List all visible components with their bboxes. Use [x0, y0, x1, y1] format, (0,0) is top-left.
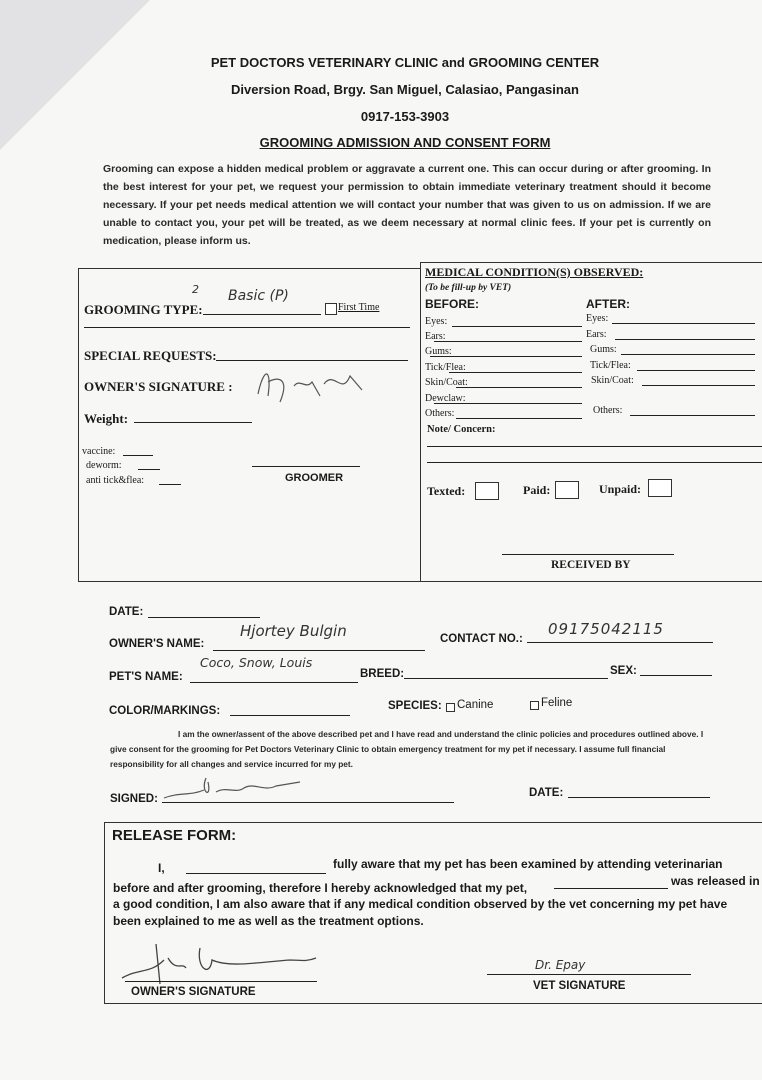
- pet-name-line: [190, 682, 358, 683]
- medical-title: MEDICAL CONDITION(S) OBSERVED:: [425, 265, 644, 279]
- before-item-line[interactable]: [452, 326, 582, 327]
- pet-name-label: PET'S NAME:: [109, 671, 183, 683]
- after-item-line[interactable]: [612, 323, 755, 324]
- signed-scribble: [160, 772, 310, 806]
- weight-label: Weight:: [84, 411, 129, 426]
- release-i-label: I,: [158, 861, 165, 875]
- after-item-line[interactable]: [630, 415, 755, 416]
- before-item-line[interactable]: [456, 418, 582, 419]
- consent-date-label: DATE:: [529, 787, 564, 799]
- paid-checkbox[interactable]: [555, 481, 579, 499]
- owner-release-signature-label: OWNER'S SIGNATURE: [131, 986, 256, 998]
- form-title: GROOMING ADMISSION AND CONSENT FORM: [259, 135, 551, 150]
- release-name-line[interactable]: [186, 873, 326, 874]
- before-item-line[interactable]: [456, 387, 582, 388]
- after-item-label: Tick/Flea:: [590, 360, 631, 371]
- release-title: RELEASE FORM:: [112, 827, 237, 844]
- owner-signature-scribble: [250, 356, 370, 412]
- received-by-label: RECEIVED BY: [551, 559, 631, 571]
- release-line-2-start: before and after grooming, therefore I hereby acknowledged that my pet,: [113, 881, 528, 895]
- before-item-label: Ears:: [425, 331, 446, 342]
- medical-subtitle: (To be fill-up by VET): [425, 283, 512, 293]
- before-item-label: Skin/Coat:: [425, 377, 468, 388]
- release-line-4: been explained to me as well as the treatment options.: [113, 914, 424, 928]
- release-line-1: fully aware that my pet has been examined by attending veterinarian: [333, 857, 723, 871]
- owner-signature-label: OWNER'S SIGNATURE :: [84, 379, 233, 394]
- owner-name-value[interactable]: Hjortey Bulgin: [240, 622, 347, 640]
- breed-label: BREED:: [360, 668, 405, 680]
- before-item-line[interactable]: [430, 356, 582, 357]
- after-item-label: Skin/Coat:: [591, 375, 634, 386]
- clinic-phone: 0917-153-3903: [360, 109, 450, 124]
- clinic-name: PET DOCTORS VETERINARY CLINIC and GROOMING CENTER: [210, 55, 600, 70]
- date-label: DATE:: [109, 606, 144, 618]
- feline-label: Feline: [541, 697, 573, 709]
- owner-release-line[interactable]: [125, 981, 317, 982]
- after-item-line[interactable]: [615, 339, 755, 340]
- breed-line[interactable]: [404, 678, 608, 679]
- contact-label: CONTACT NO.:: [440, 633, 523, 645]
- note-line-1[interactable]: [427, 446, 762, 447]
- color-markings-line[interactable]: [230, 715, 350, 716]
- consent-text: I am the owner/assent of the above described pet and I have read and understand the clinic policies and procedures outlined above. I give consent for the grooming for Pet Doctors Veterinary Clinic to obtain emergency treatment for my pet if necessary. I assume full financial responsibility for all changes and service incurred for my pet.: [110, 729, 704, 769]
- anti-tick-label: anti tick&flea:: [86, 475, 145, 486]
- note-line-2[interactable]: [427, 462, 762, 463]
- before-item-label: Others:: [425, 408, 455, 419]
- release-line-2-end: was released in: [671, 874, 760, 888]
- grooming-type-line: [203, 314, 321, 315]
- release-pet-line[interactable]: [554, 888, 668, 889]
- after-item-label: Others:: [593, 405, 623, 416]
- before-item-line[interactable]: [434, 403, 582, 404]
- texted-label: Texted:: [427, 484, 466, 498]
- after-label: AFTER:: [586, 297, 630, 311]
- pet-name-value[interactable]: Coco, Snow, Louis: [200, 655, 313, 670]
- after-item-line[interactable]: [637, 370, 755, 371]
- consent-date-line[interactable]: [568, 797, 710, 798]
- after-item-label: Eyes:: [586, 313, 609, 324]
- after-item-line[interactable]: [621, 354, 755, 355]
- received-by-line[interactable]: [502, 554, 674, 555]
- before-label: BEFORE:: [425, 297, 479, 311]
- before-item-line[interactable]: [449, 372, 582, 373]
- color-markings-label: COLOR/MARKINGS:: [109, 705, 221, 717]
- contact-line: [527, 642, 713, 643]
- before-item-label: Gums:: [425, 346, 452, 357]
- note-label: Note/ Concern:: [427, 424, 496, 435]
- after-item-label: Ears:: [586, 329, 607, 340]
- release-line-3: a good condition, I am also aware that if any medical condition observed by the vet concerning my pet have: [113, 897, 728, 911]
- grooming-type-number: 2: [192, 283, 199, 296]
- vet-signature-value[interactable]: Dr. Epay: [535, 958, 586, 972]
- before-item-label: Eyes:: [425, 316, 448, 327]
- first-time-label: First Time: [338, 302, 380, 313]
- before-item-label: Tick/Flea:: [425, 362, 466, 373]
- texted-checkbox[interactable]: [475, 482, 499, 500]
- sex-label: SEX:: [610, 665, 637, 677]
- contact-value[interactable]: 09175042115: [548, 620, 664, 638]
- canine-checkbox[interactable]: [446, 703, 455, 712]
- canine-label: Canine: [457, 699, 494, 711]
- unpaid-checkbox[interactable]: [648, 479, 672, 497]
- feline-checkbox[interactable]: [530, 701, 539, 710]
- after-item-label: Gums:: [590, 344, 617, 355]
- after-item-line[interactable]: [642, 385, 755, 386]
- groomer-line[interactable]: [252, 466, 360, 467]
- owner-name-label: OWNER'S NAME:: [109, 638, 205, 650]
- clinic-address: Diversion Road, Brgy. San Miguel, Calasiao, Pangasinan: [231, 82, 579, 97]
- before-item-line[interactable]: [434, 341, 582, 342]
- grooming-type-label: GROOMING TYPE:: [84, 302, 203, 317]
- species-label: SPECIES:: [388, 700, 442, 712]
- signed-label: SIGNED:: [110, 793, 158, 805]
- special-requests-label: SPECIAL REQUESTS:: [84, 348, 217, 363]
- deworm-label: deworm:: [86, 460, 122, 471]
- first-time-checkbox[interactable]: [325, 303, 337, 315]
- anti-tick-line[interactable]: [159, 484, 181, 485]
- paid-label: Paid:: [523, 483, 551, 497]
- vaccine-line[interactable]: [123, 455, 153, 456]
- before-item-label: Dewclaw:: [425, 393, 466, 404]
- intro-paragraph: Grooming can expose a hidden medical problem or aggravate a current one. This can occur during or after grooming. In the best interest for your pet, we request your permission to obtain immediate veterinary treatment should it become necessary. If your pet needs medical attention we will contact your number that was given to us on admission. If we are unable to contact you, your pet will be treated, as we deem necessary at normal clinic fees. If your pet is currently on medication, please inform us.: [103, 163, 711, 247]
- sex-line[interactable]: [640, 675, 712, 676]
- weight-line[interactable]: [134, 422, 252, 423]
- date-line[interactable]: [148, 617, 260, 618]
- groomer-label: GROOMER: [285, 472, 344, 484]
- grooming-type-value[interactable]: Basic (P): [228, 288, 289, 304]
- owner-name-line: [213, 650, 425, 651]
- unpaid-label: Unpaid:: [599, 482, 642, 496]
- grooming-extra-line: [84, 327, 410, 328]
- vaccine-label: vaccine:: [82, 446, 116, 457]
- vet-signature-line[interactable]: [487, 974, 691, 975]
- deworm-line[interactable]: [138, 469, 160, 470]
- vet-signature-label: VET SIGNATURE: [533, 980, 626, 992]
- page-fold: [0, 0, 150, 150]
